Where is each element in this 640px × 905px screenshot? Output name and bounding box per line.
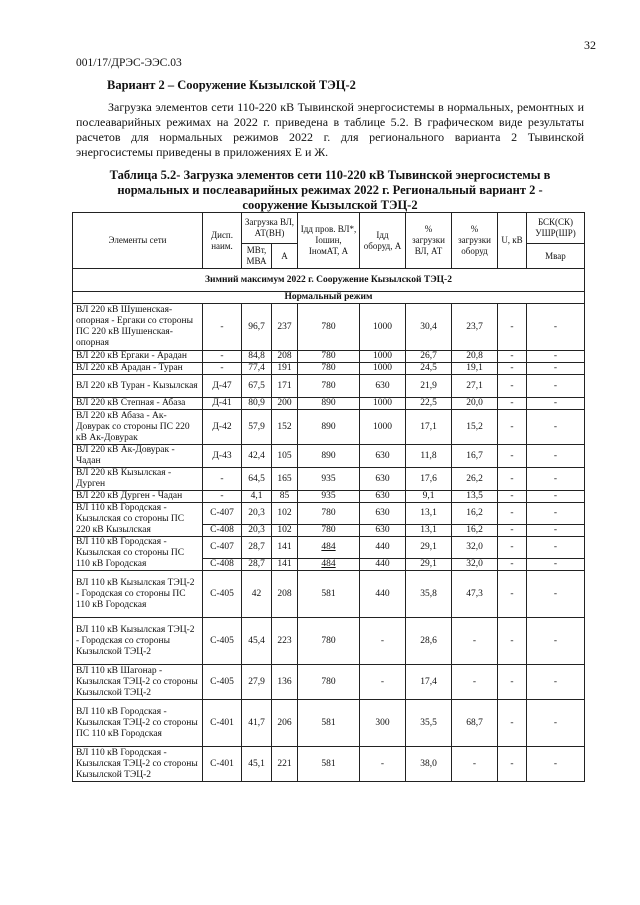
power-cell: 20,3 [242,525,272,537]
table-row [73,410,585,445]
pct-line-cell: 22,5 [406,398,452,410]
power-cell: 20,3 [242,503,272,525]
current-cell: 221 [272,747,298,782]
power-cell: 67,5 [242,375,272,398]
voltage-cell: - [498,445,527,468]
voltage-cell: - [498,571,527,618]
reactive-cell: - [527,375,585,398]
idd-equip-cell: 1000 [360,351,406,363]
current-cell: 223 [272,618,298,665]
header-disp: Дисп. наим. [203,213,242,269]
reactive-cell: - [527,665,585,700]
disp-cell: С-405 [203,618,242,665]
idd-line-cell: 890 [298,410,360,445]
disp-cell: Д-43 [203,445,242,468]
voltage-cell: - [498,363,527,375]
header-u: U, кВ [498,213,527,269]
voltage-cell: - [498,747,527,782]
power-cell: 57,9 [242,410,272,445]
voltage-cell: - [498,700,527,747]
pct-line-cell: 29,1 [406,537,452,559]
table-caption: Таблица 5.2- Загрузка элементов сети 110-220 кВ Тывинской энергосистемы в нормальных и послеаварийных режимах 2022 г. Региональный вариант 2 - сооружение Кызылской ТЭЦ-2 [109,168,551,212]
power-cell: 42 [242,571,272,618]
disp-cell: Д-41 [203,398,242,410]
current-cell: 85 [272,491,298,503]
reactive-cell: - [527,503,585,525]
voltage-cell: - [498,525,527,537]
section-heading: Вариант 2 – Сооружение Кызылской ТЭЦ-2 [107,78,356,92]
pct-equip-cell: 27,1 [452,375,498,398]
disp-cell: С-408 [203,525,242,537]
pct-equip-cell: 26,2 [452,468,498,491]
pct-equip-cell: 13,5 [452,491,498,503]
voltage-cell: - [498,665,527,700]
idd-equip-cell: - [360,665,406,700]
voltage-cell: - [498,491,527,503]
table-row [73,445,585,468]
table-row [73,700,585,747]
voltage-cell: - [498,468,527,491]
power-cell: 45,4 [242,618,272,665]
power-cell: 28,7 [242,559,272,571]
reactive-cell: - [527,747,585,782]
table-row [73,398,585,410]
voltage-cell: - [498,503,527,525]
element-name-cell: ВЛ 110 кВ Кызылская ТЭЦ-2 - Городская со стороны ПС 110 кВ Городская [73,571,203,618]
disp-cell: С-407 [203,503,242,525]
idd-equip-cell: 440 [360,571,406,618]
disp-cell: С-401 [203,700,242,747]
current-cell: 141 [272,559,298,571]
current-cell: 191 [272,363,298,375]
pct-line-cell: 17,6 [406,468,452,491]
idd-line-cell: 581 [298,747,360,782]
current-cell: 165 [272,468,298,491]
idd-line-cell: 581 [298,571,360,618]
current-cell: 102 [272,525,298,537]
element-name-cell: ВЛ 220 кВ Туран - Кызылская [73,375,203,398]
reactive-cell: - [527,304,585,351]
pct-line-cell: 13,1 [406,525,452,537]
voltage-cell: - [498,618,527,665]
voltage-cell: - [498,375,527,398]
pct-line-cell: 13,1 [406,503,452,525]
idd-line-cell: 935 [298,491,360,503]
idd-equip-cell: 1000 [360,304,406,351]
idd-line-cell: 935 [298,468,360,491]
current-cell: 141 [272,537,298,559]
power-cell: 27,9 [242,665,272,700]
current-cell: 208 [272,571,298,618]
idd-equip-cell: 630 [360,503,406,525]
disp-cell: С-401 [203,747,242,782]
reactive-cell: - [527,363,585,375]
disp-cell: С-405 [203,571,242,618]
document-id: 001/17/ДРЭС-ЭЭС.03 [76,57,182,69]
current-cell: 102 [272,503,298,525]
idd-equip-cell: 630 [360,445,406,468]
reactive-cell: - [527,445,585,468]
idd-equip-cell: 1000 [360,398,406,410]
element-name-cell: ВЛ 220 кВ Дурген - Чадан [73,491,203,503]
reactive-cell: - [527,559,585,571]
element-name-cell: ВЛ 220 кВ Ак-Довурак - Чадан [73,445,203,468]
pct-equip-cell: 68,7 [452,700,498,747]
pct-line-cell: 26,7 [406,351,452,363]
power-cell: 80,9 [242,398,272,410]
idd-line-cell: 780 [298,525,360,537]
disp-cell: - [203,363,242,375]
disp-cell: С-407 [203,537,242,559]
current-cell: 105 [272,445,298,468]
pct-equip-cell: 20,8 [452,351,498,363]
header-mvt: МВт, МВА [242,244,272,269]
voltage-cell: - [498,351,527,363]
current-cell: 152 [272,410,298,445]
idd-line-cell: 780 [298,665,360,700]
element-name-cell: ВЛ 110 кВ Городская - Кызылская ТЭЦ-2 со стороны Кызылской ТЭЦ-2 [73,747,203,782]
pct-equip-cell: 32,0 [452,537,498,559]
element-name-cell: ВЛ 220 кВ Шушенская-опорная - Ергаки со стороны ПС 220 кВ Шушенская-опорная [73,304,203,351]
reactive-cell: - [527,351,585,363]
table-row [73,375,585,398]
voltage-cell: - [498,410,527,445]
disp-cell: С-408 [203,559,242,571]
element-name-cell: ВЛ 220 кВ Ергаки - Арадан [73,351,203,363]
voltage-cell: - [498,559,527,571]
section-row-normal: Нормальный режим [73,292,585,304]
pct-line-cell: 28,6 [406,618,452,665]
reactive-cell: - [527,398,585,410]
idd-line-cell: 581 [298,700,360,747]
voltage-cell: - [498,537,527,559]
pct-line-cell: 30,4 [406,304,452,351]
pct-equip-cell: - [452,665,498,700]
element-name-cell: ВЛ 110 кВ Городская - Кызылская ТЭЦ-2 со стороны ПС 110 кВ Городская [73,700,203,747]
table-row [73,491,585,503]
idd-equip-cell: 630 [360,491,406,503]
idd-line-cell: 780 [298,503,360,525]
idd-equip-cell: 1000 [360,363,406,375]
disp-cell: - [203,304,242,351]
pct-equip-cell: 20,0 [452,398,498,410]
current-cell: 237 [272,304,298,351]
power-cell: 41,7 [242,700,272,747]
header-bsk: БСК(СК) УШР(ШР) [527,213,585,244]
reactive-cell: - [527,618,585,665]
element-name-cell: ВЛ 110 кВ Городская - Кызылская со стороны ПС 110 кВ Городская [73,537,203,571]
table-row [73,468,585,491]
section-row-winter: Зимний максимум 2022 г. Сооружение Кызылской ТЭЦ-2 [73,269,585,292]
table-row [73,351,585,363]
idd-equip-cell: 630 [360,375,406,398]
pct-equip-cell: 16,2 [452,503,498,525]
voltage-cell: - [498,398,527,410]
element-name-cell: ВЛ 220 кВ Степная - Абаза [73,398,203,410]
pct-equip-cell: 15,2 [452,410,498,445]
table-row [73,618,585,665]
disp-cell: - [203,351,242,363]
element-name-cell: ВЛ 220 кВ Арадан - Туран [73,363,203,375]
idd-equip-cell: 440 [360,537,406,559]
idd-line-cell: 890 [298,445,360,468]
pct-equip-cell: 47,3 [452,571,498,618]
power-cell: 45,1 [242,747,272,782]
page-number: 32 [584,38,596,52]
idd-equip-cell: 300 [360,700,406,747]
table-row [73,571,585,618]
reactive-cell: - [527,468,585,491]
table-row [73,747,585,782]
idd-line-cell: 780 [298,363,360,375]
idd-line-cell: 484 [298,537,360,559]
pct-equip-cell: 19,1 [452,363,498,375]
power-cell: 96,7 [242,304,272,351]
power-cell: 64,5 [242,468,272,491]
header-idd-ob: Iдд оборуд, А [360,213,406,269]
disp-cell: - [203,491,242,503]
header-a: А [272,244,298,269]
idd-equip-cell: 630 [360,525,406,537]
power-cell: 42,4 [242,445,272,468]
pct-line-cell: 17,4 [406,665,452,700]
disp-cell: Д-42 [203,410,242,445]
pct-line-cell: 29,1 [406,559,452,571]
current-cell: 136 [272,665,298,700]
current-cell: 200 [272,398,298,410]
pct-equip-cell: - [452,747,498,782]
element-name-cell: ВЛ 220 кВ Абаза - Ак-Довурак со стороны ПС 220 кВ Ак-Довурак [73,410,203,445]
power-cell: 28,7 [242,537,272,559]
idd-equip-cell: 630 [360,468,406,491]
current-cell: 171 [272,375,298,398]
pct-line-cell: 17,1 [406,410,452,445]
reactive-cell: - [527,491,585,503]
header-elements: Элементы сети [73,213,203,269]
pct-equip-cell: - [452,618,498,665]
idd-line-cell: 484 [298,559,360,571]
header-pct-ob: % загрузки оборуд [452,213,498,269]
table-row [73,503,585,525]
power-cell: 4,1 [242,491,272,503]
pct-line-cell: 21,9 [406,375,452,398]
table-row [73,665,585,700]
disp-cell: Д-47 [203,375,242,398]
disp-cell: - [203,468,242,491]
idd-equip-cell: - [360,747,406,782]
load-table [72,212,585,782]
element-name-cell: ВЛ 110 кВ Шагонар - Кызылская ТЭЦ-2 со стороны Кызылской ТЭЦ-2 [73,665,203,700]
pct-line-cell: 35,8 [406,571,452,618]
power-cell: 77,4 [242,363,272,375]
header-mvar: Мвар [527,244,585,269]
pct-equip-cell: 32,0 [452,559,498,571]
reactive-cell: - [527,571,585,618]
table-row [73,537,585,559]
idd-line-cell: 890 [298,398,360,410]
pct-line-cell: 9,1 [406,491,452,503]
idd-equip-cell: - [360,618,406,665]
body-paragraph: Загрузка элементов сети 110-220 кВ Тывинской энергосистемы в нормальных, ремонтных и послеаварийных режимах на 2022 г. приведена в таблице 5.2. В графическом виде результаты расчетов для нормальных режимов 2022 г. для регионального варианта 2 Тывинской энергосистемы приведены в приложениях Е и Ж. [76,100,584,159]
current-cell: 206 [272,700,298,747]
pct-line-cell: 24,5 [406,363,452,375]
table-row [73,363,585,375]
reactive-cell: - [527,537,585,559]
header-load: Загрузка ВЛ, АТ(ВН) [242,213,298,244]
current-cell: 208 [272,351,298,363]
idd-line-cell: 780 [298,351,360,363]
element-name-cell: ВЛ 110 кВ Кызылская ТЭЦ-2 - Городская со стороны Кызылской ТЭЦ-2 [73,618,203,665]
pct-equip-cell: 23,7 [452,304,498,351]
idd-line-cell: 780 [298,304,360,351]
pct-equip-cell: 16,7 [452,445,498,468]
table-row [73,304,585,351]
reactive-cell: - [527,700,585,747]
power-cell: 84,8 [242,351,272,363]
idd-line-cell: 780 [298,375,360,398]
pct-line-cell: 35,5 [406,700,452,747]
disp-cell: С-405 [203,665,242,700]
element-name-cell: ВЛ 220 кВ Кызылская - Дурген [73,468,203,491]
pct-equip-cell: 16,2 [452,525,498,537]
header-idd-vl: Iдд пров. ВЛ*, Iошин, IномАТ, А [298,213,360,269]
pct-line-cell: 11,8 [406,445,452,468]
reactive-cell: - [527,525,585,537]
idd-equip-cell: 1000 [360,410,406,445]
voltage-cell: - [498,304,527,351]
element-name-cell: ВЛ 110 кВ Городская - Кызылская со стороны ПС 220 кВ Кызылская [73,503,203,537]
idd-equip-cell: 440 [360,559,406,571]
pct-line-cell: 38,0 [406,747,452,782]
idd-line-cell: 780 [298,618,360,665]
reactive-cell: - [527,410,585,445]
header-pct-vl: % загрузки ВЛ, АТ [406,213,452,269]
